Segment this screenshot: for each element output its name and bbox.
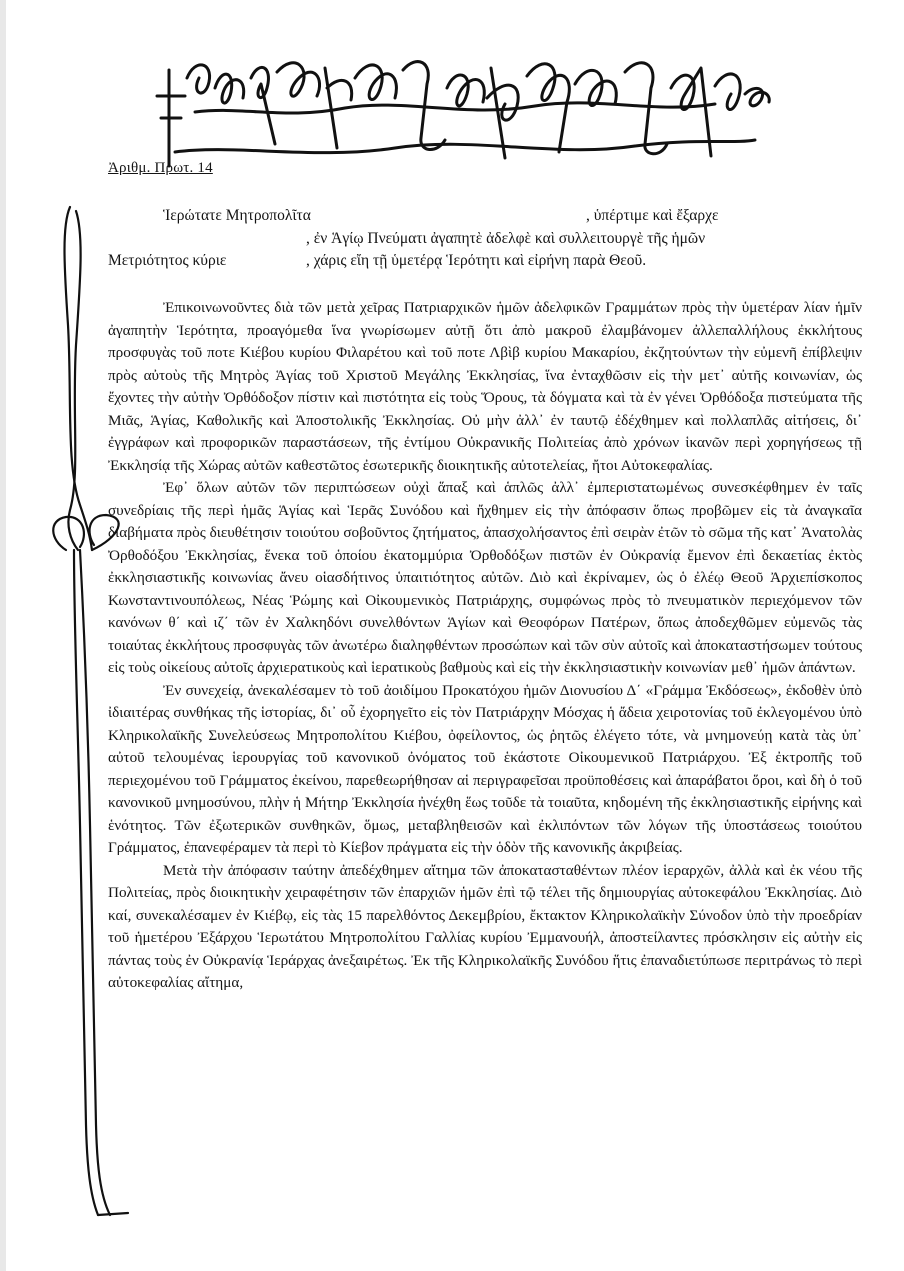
patriarchal-signature [155, 48, 775, 170]
address-line2: , ἐν Ἁγίῳ Πνεύματι ἀγαπητὲ ἀδελφὲ καὶ συλλειτουργὲ τῆς ἡμῶν [306, 230, 706, 247]
paragraph-4: Μετὰ τὴν ἀπόφασιν ταύτην ἀπεδέχθημεν αἴτημα τῶν ἀποκατασταθέντων πλέον ἱεραρχῶν, ἀλλὰ καὶ ἐκ νέου τῆς Πολιτείας, πρὸς διοικητικὴν χειραφέτησιν τῶν ἐπαρχιῶν ἡμῶν ἐπὶ τῷ τέλει τῆς δημιουργίας αὐτοκεφάλου Ἐκκλησίας. Διὸ καί, συνεκαλέσαμεν ἐν Κιέβῳ, εἰς τὰς 15 παρελθόντος Δεκεμβρίου, ἔκτακτον Κληρικολαϊκὴν Σύνοδον ὑπὸ τὴν προεδρίαν τοῦ ἡμετέρου Ἐξάρχου Ἱερωτάτου Μητροπολίτου Γαλλίας κυρίου Ἐμμανουήλ, ἀποστείλαντες πρόσκλησιν εἰς αὐτὴν εἰς πάντας τοὺς ἐν Οὐκρανίᾳ Ἱεράρχας ἀνεξαιρέτως. Ἐκ τῆς Κληρικολαϊκῆς Συνόδου ἥτις ἐπαναδιετύπωσε περιτράνως τὸ περὶ αὐτοκεφαλίας αἴτημα, [108, 861, 862, 991]
seal-cord [40, 205, 130, 1225]
address-line3-right: , χάρις εἴη τῇ ὑμετέρᾳ Ἱερότητι καὶ εἰρήνη παρὰ Θεοῦ. [306, 252, 647, 269]
scan-edge [0, 0, 6, 1271]
address-line3-left: Μετριότητος κύριε [108, 252, 227, 269]
paragraph-2: Ἐφ᾿ ὅλων αὐτῶν τῶν περιπτώσεων οὐχὶ ἅπαξ καὶ ἁπλῶς ἀλλ᾿ ἐμπεριστατωμένως συνεσκέφθημεν ἐν ταῖς συνεδρίαις τῆς περὶ ἡμᾶς Ἁγίας καὶ Ἱερᾶς Συνόδου καὶ ἤχθημεν εἰς τὴν ἀπόφασιν ὅπως προβῶμεν εἰς τὰ ἀναγκαῖα διαβήματα πρὸς διευθέτησιν τοιούτου σοβοῦντος ζητήματος, ἀπασχολήσαντος ἐπὶ σειρὰν ἐτῶν τὸ σῶμα τῆς κατ᾿ Ἀνατολὰς Ὀρθοδόξου Ἐκκλησίας, ἕνεκα τοῦ ὁποίου ἑκατομμύρια Ὀρθοδόξων πιστῶν ἐν Οὐκρανίᾳ ἔμενον ἐπὶ δεκαετίας ἐκτὸς ἐκκλησιαστικῆς κοινωνίας ἄνευ οἱασδήτινος ὑπαιτιότητος αὐτῶν. Διὸ καὶ ἐκρίναμεν, ὡς ὁ ἐλέῳ Θεοῦ Ἀρχιεπίσκοπος Κωνσταντινουπόλεως, Νέας Ῥώμης καὶ Οἰκουμενικὸς Πατριάρχης, συμφώνως πρὸς τὸ πνευματικὸν περιεχόμενον τῶν κανόνων θ΄ καὶ ιζ΄ τῶν ἐν Χαλκηδόνι συνελθόντων Ἁγίων καὶ Θεοφόρων Πατέρων, ὅπως ἀποδεχθῶμεν εὐμενῶς τὰς τοιαύτας ἐκκλήτους προσφυγὰς τῶν ἀνωτέρω διαληφθέντων προσώπων καὶ τῶν σὺν αὐτοῖς καὶ ἀποκαταστήσωμεν τούτους εἰς τοὺς οἰκείους αὐτοῖς ἀρχιερατικοὺς καὶ ἱερατικοὺς βαθμοὺς καὶ εἰς τὴν ἐκκλησιαστικὴν κοινωνίαν μεθ᾿ ἡμῶν ἁπάντων. [108, 479, 862, 676]
address-line1-left: Ἱερώτατε Μητροπολῖτα [163, 207, 311, 224]
paragraph-1: Ἐπικοινωνοῦντες διὰ τῶν μετὰ χεῖρας Πατριαρχικῶν ἡμῶν ἀδελφικῶν Γραμμάτων πρὸς τὴν ὑμετέραν λίαν ἡμῖν ἀγαπητὴν Ἱερότητα, προαγόμεθα ἵνα γνωρίσωμεν αὐτῇ ὅτι ἀπὸ μακροῦ ἐλαμβάνομεν ἀλλεπαλλήλους ἐκκλήτους προσφυγὰς τοῦ ποτε Κιέβου κυρίου Φιλαρέτου καὶ τοῦ ποτε Λβὶβ κυρίου Μακαρίου, ἐκζητούντων τὴν εὐμενῆ ἐπίβλεψιν πρὸς αὐτοὺς τῆς Μητρὸς Ἁγίας τοῦ Χριστοῦ Μεγάλης Ἐκκλησίας, ἵνα ἐνταχθῶσιν εἰς τὴν μετ᾿ αὐτῆς κοινωνίαν, ὡς ἔχοντες τὴν αὐτὴν Ὀρθόδοξον πίστιν καὶ πιστότητα εἰς τοὺς Ὅρους, τὰ δόγματα καὶ τὰ ἐν γένει Ὀρθόδοξα πιστεύματα τῆς Μιᾶς, Ἁγίας, Καθολικῆς καὶ Ἀποστολικῆς Ἐκκλησίας. Οὐ μὴν ἀλλ᾿ ἐν ταυτῷ ἐδέχθημεν καὶ πολλαπλᾶς αἰτήσεις, δι᾿ ἐγγράφων καὶ προφορικῶν παραστάσεων, τῆς ἐντίμου Οὐκρανικῆς Πολιτείας ἀπὸ χρόνων ἱκανῶν περὶ χορηγήσεως τῇ Ἐκκλησίᾳ τῆς Χώρας αὐτῶν καθεστῶτος ἐσωτερικῆς διοικητικῆς αὐτοτελείας, ἤτοι Αὐτοκεφαλίας. [108, 299, 862, 474]
paragraph-3: Ἐν συνεχείᾳ, ἀνεκαλέσαμεν τὸ τοῦ ἀοιδίμου Προκατόχου ἡμῶν Διονυσίου Δ΄ «Γράμμα Ἐκδόσεως», ἐκδοθὲν ὑπὸ ἰδιαιτέρας συνθήκας τῆς ἱστορίας, δι᾿ οὗ ἐχορηγεῖτο εἰς τὸν Πατριάρχην Μόσχας ἡ ἄδεια χειροτονίας τοῦ ἐκλεγομένου ὑπὸ Κληρικολαϊκῆς Συνελεύσεως Μητροπολίτου Κιέβου, ὀφείλοντος, ὡς ῥητῶς ἐλέγετο τότε, νὰ μνημονεύῃ κατὰ τὰς ὑπ᾿ αὐτοῦ τελουμένας ἱερουργίας τοῦ κανονικοῦ ὀνόματος τοῦ ἑκάστοτε Οἰκουμενικοῦ Πατριάρχου. Ἐξ ἐκτροπῆς τοῦ περιεχομένου τοῦ Γράμματος ἐκείνου, παρεθεωρήθησαν αἱ περιγραφεῖσαι προϋποθέσεις καὶ ἀπαράβατοι ὅροι, καὶ δὴ ὁ τοῦ κανονικοῦ μνημοσύνου, πλὴν ἡ Μήτηρ Ἐκκλησία ἠνέχθη ἕως τοῦδε τὰ τοιαῦτα, κηδομένη τῆς ἐκκλησιαστικῆς εἰρήνης καὶ ἑνότητος. Τῶν ἐξωτερικῶν συνθηκῶν, ὅμως, μεταβληθεισῶν καὶ ἐκλιπόντων τῶν λόγων τῆς ὑποστάσεως τοιούτου Γράμματος, ἐπανεφέραμεν τὰ περὶ τὸ Κίεβον πράγματα εἰς τὴν ὁδὸν τῆς κανονικῆς ἀκριβείας. [108, 681, 862, 856]
protocol-number: Ἀριθμ. Πρωτ. 14 [108, 160, 213, 176]
letter-body [108, 297, 862, 995]
address-line1-right: , ὑπέρτιμε καὶ ἔξαρχε [586, 207, 719, 224]
